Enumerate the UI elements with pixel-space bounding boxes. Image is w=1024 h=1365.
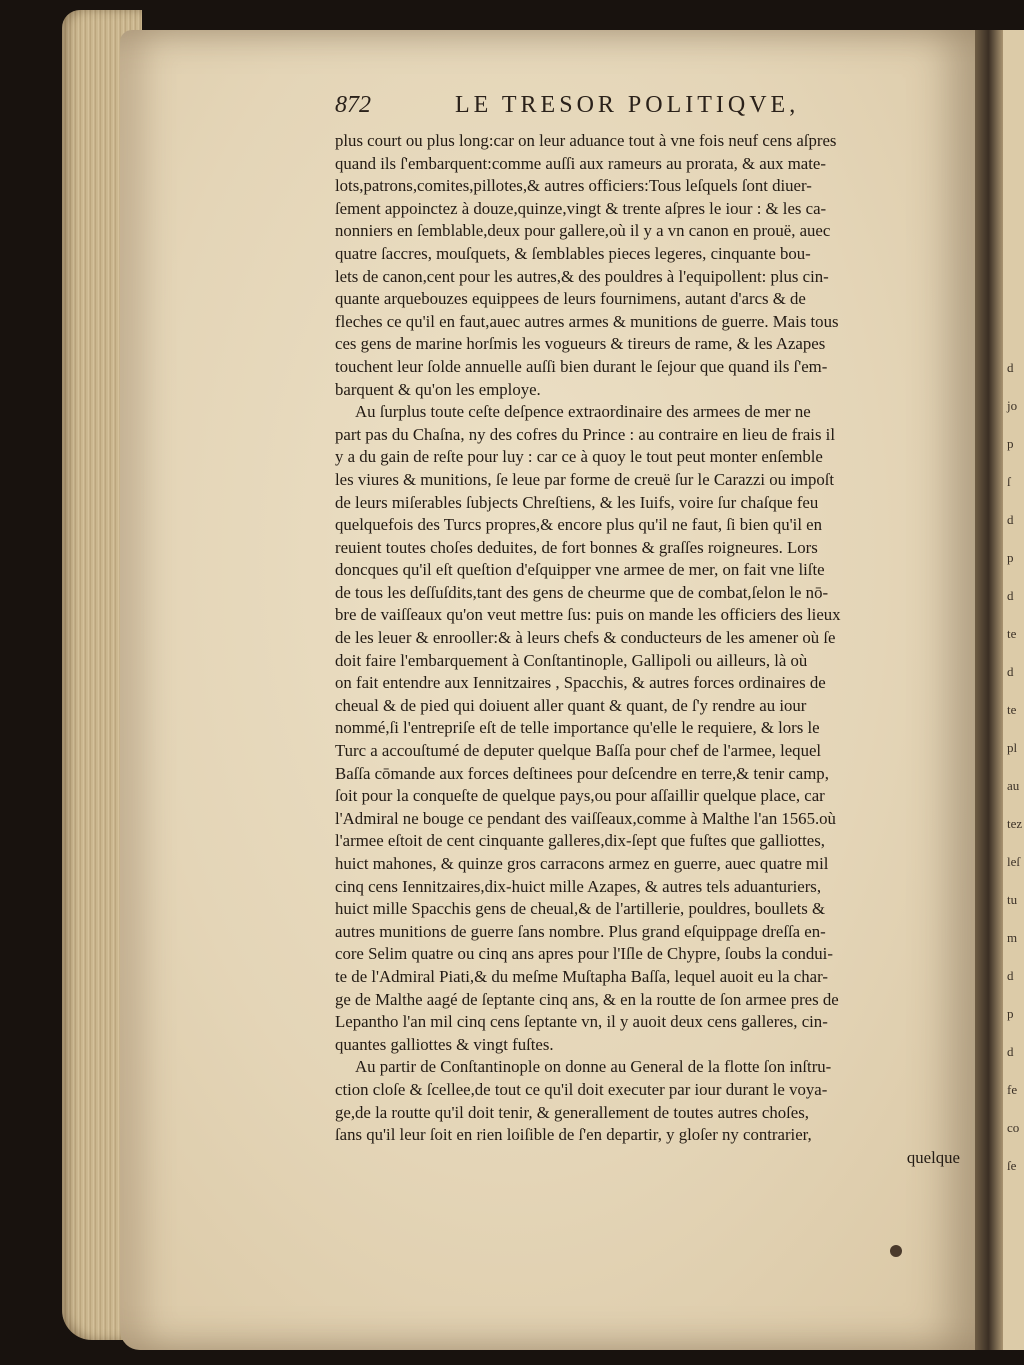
facing-page-fragment: m bbox=[1007, 930, 1018, 945]
text-line: de tous les deſſuſdits,tant des gens de cheurme que de combat,ſelon le nō- bbox=[335, 582, 829, 602]
facing-page-fragment: te bbox=[1007, 702, 1017, 717]
binding-gutter bbox=[975, 30, 1005, 1350]
text-line: Baſſa cōmande aux forces deſtinees pour deſcendre en terre,& tenir camp, bbox=[335, 763, 829, 783]
facing-page-fragment: d bbox=[1007, 968, 1014, 983]
facing-page-fragment: au bbox=[1007, 778, 1020, 793]
facing-page-fragment: co bbox=[1007, 1120, 1020, 1135]
body-text bbox=[335, 130, 960, 1169]
text-line: huict mahones, & quinze gros carracons armez en guerre, auec quatre mil bbox=[335, 854, 829, 873]
facing-page-fragment: tu bbox=[1007, 892, 1018, 907]
text-line: ces gens de marine horſmis les vogueurs & tireurs de rame, & les Azapes bbox=[335, 334, 826, 354]
text-line: quante arquebouzes equippees de leurs fournimens, autant d'arcs & de bbox=[335, 289, 806, 309]
facing-page-strip bbox=[1003, 30, 1024, 1350]
text-line: part pas du Chaſna, ny des cofres du Prince : au contraire en lieu de frais il bbox=[335, 424, 836, 444]
text-line: reuient toutes choſes deduites, de fort bonnes & graſſes roigneures. Lors bbox=[335, 537, 818, 557]
text-line: nommé,ſi l'entrepriſe eſt de telle importance qu'elle le requiere, & lors le bbox=[335, 718, 820, 738]
text-line: quelquefois des Turcs propres,& encore plus qu'il ne faut, ſi bien qu'il en bbox=[335, 515, 823, 535]
text-line: ge,de la routte qu'il doit tenir, & generallement de toutes autres choſes, bbox=[335, 1102, 809, 1122]
text-line: ſoit pour la conqueſte de quelque pays,ou pour aſſaillir quelque place, car bbox=[335, 786, 825, 806]
text-line: plus court ou plus long:car on leur aduance tout à vne fois neuf cens aſpres bbox=[335, 131, 837, 150]
text-line: autres munitions de guerre ſans nombre. Plus grand eſquippage dreſſa en- bbox=[335, 921, 826, 941]
text-line: core Selim quatre ou cinq ans apres pour l'Iſle de Chypre, ſoubs la condui- bbox=[335, 944, 833, 964]
text-line: y a du gain de reſte pour luy : car ce à quoy le tout peut monter enſemble bbox=[335, 447, 823, 467]
text-line: Au ſurplus toute ceſte deſpence extraordinaire des armees de mer ne bbox=[355, 402, 811, 422]
text-line: quantes galliottes & vingt fuſtes. bbox=[335, 1034, 554, 1054]
text-line: de les leuer & enrooller:& à leurs chefs & conducteurs de les amener où ſe bbox=[335, 628, 836, 648]
facing-page-fragment: d bbox=[1007, 360, 1014, 375]
text-line: cheual & de pied qui doiuent aller quant & quant, de ſ'y rendre au iour bbox=[335, 695, 807, 715]
text-line: on fait entendre aux Iennitzaires , Spacchis, & autres forces ordinaires de bbox=[335, 673, 826, 693]
facing-page-fragment: p bbox=[1007, 1006, 1014, 1021]
text-line: cinq cens Iennitzaires,dix-huict mille Azapes, & autres tels aduanturiers, bbox=[335, 876, 822, 896]
text-line: ge de Malthe aagé de ſeptante cinq ans, & en la routte de ſon armee pres de bbox=[335, 989, 839, 1009]
text-line: barquent & qu'on les employe. bbox=[335, 379, 541, 399]
facing-page-fragment: pl bbox=[1007, 740, 1018, 755]
text-line: les viures & munitions, ſe leue par forme de creuë ſur le Carazzi ou impoſt bbox=[335, 469, 835, 489]
ink-stain bbox=[890, 1245, 902, 1257]
text-line: doncques qu'il eſt queſtion d'eſquipper vne armee de mer, on fait vne liſte bbox=[335, 560, 825, 580]
facing-page-fragment: d bbox=[1007, 664, 1014, 679]
page-header bbox=[335, 92, 935, 128]
facing-page-fragment: jo bbox=[1007, 398, 1018, 413]
text-line: bre de vaiſſeaux qu'on veut mettre ſus: puis on mande les officiers des lieux bbox=[335, 605, 841, 625]
text-line: Turc a accouſtumé de deputer quelque Baſſa pour chef de l'armee, lequel bbox=[335, 741, 822, 761]
facing-page-fragment: d bbox=[1007, 512, 1014, 527]
text-line: ſement appoinctez à douze,quinze,vingt & trente aſpres le iour : & les ca- bbox=[335, 198, 827, 218]
text-line: huict mille Spacchis gens de cheual,& de l'artillerie, pouldres, boullets & bbox=[335, 899, 826, 919]
text-line: Au partir de Conſtantinople on donne au General de la flotte ſon inſtru- bbox=[355, 1057, 832, 1077]
text-line: l'Admiral ne bouge ce pendant des vaiſſeaux,comme à Malthe l'an 1565.où bbox=[335, 808, 836, 828]
text-line: l'armee eſtoit de cent cinquante galleres,dix-ſept que fuſtes que galliottes, bbox=[335, 831, 825, 851]
facing-page-fragment: leſ bbox=[1007, 854, 1020, 869]
facing-page-fragment: p bbox=[1007, 436, 1014, 451]
facing-page-fragment: ſ bbox=[1007, 474, 1011, 489]
running-title: LE TRESOR POLITIQVE, bbox=[455, 92, 800, 118]
text-line: lots,patrons,comites,pillotes,& autres officiers:Tous leſquels ſont diuer- bbox=[335, 176, 812, 196]
text-line: nonniers en ſemblable,deux pour gallere,où il y a vn canon en prouë, auec bbox=[335, 221, 831, 241]
text-line: te de l'Admiral Piati,& du meſme Muſtapha Baſſa, lequel auoit eu la char- bbox=[335, 966, 828, 986]
text-line: quand ils ſ'embarquent:comme auſſi aux rameurs au prorata, & aux mate- bbox=[335, 153, 826, 173]
catchword: quelque bbox=[906, 1147, 960, 1167]
text-line: fleches ce qu'il en faut,auec autres armes & munitions de guerre. Mais tous bbox=[335, 311, 839, 331]
text-line: Lepantho l'an mil cinq cens ſeptante vn, il y auoit deux cens galleres, cin- bbox=[335, 1012, 828, 1032]
facing-page-fragment: p bbox=[1007, 550, 1014, 565]
facing-page-fragment: fe bbox=[1007, 1082, 1018, 1097]
text-line: ſans qu'il leur ſoit en rien loiſible de ſ'en departir, y gloſer ny contrarier, bbox=[335, 1125, 812, 1145]
facing-page-fragment: ſe bbox=[1007, 1158, 1017, 1173]
text-line: lets de canon,cent pour les autres,& des pouldres à l'equipollent: plus cin- bbox=[335, 266, 829, 286]
text-line: quatre ſaccres, mouſquets, & ſemblables pieces legeres, cinquante bou- bbox=[335, 243, 811, 263]
facing-page-fragment: d bbox=[1007, 588, 1014, 603]
facing-page-fragment: tez bbox=[1007, 816, 1023, 831]
text-line: touchent leur ſolde annuelle auſſi bien durant le ſejour que quand ils ſ'em- bbox=[335, 356, 828, 376]
facing-page-fragment: te bbox=[1007, 626, 1017, 641]
text-line: doit faire l'embarquement à Conſtantinople, Gallipoli ou ailleurs, là où bbox=[335, 650, 808, 670]
text-line: de leurs miſerables ſubjects Chreſtiens, & les Iuifs, voire ſur chaſque feu bbox=[335, 492, 819, 512]
facing-page-fragment: d bbox=[1007, 1044, 1014, 1059]
text-line: ction cloſe & ſcellee,de tout ce qu'il doit executer par iour durant le voya- bbox=[335, 1079, 828, 1099]
folio-number: 872 bbox=[335, 92, 371, 118]
